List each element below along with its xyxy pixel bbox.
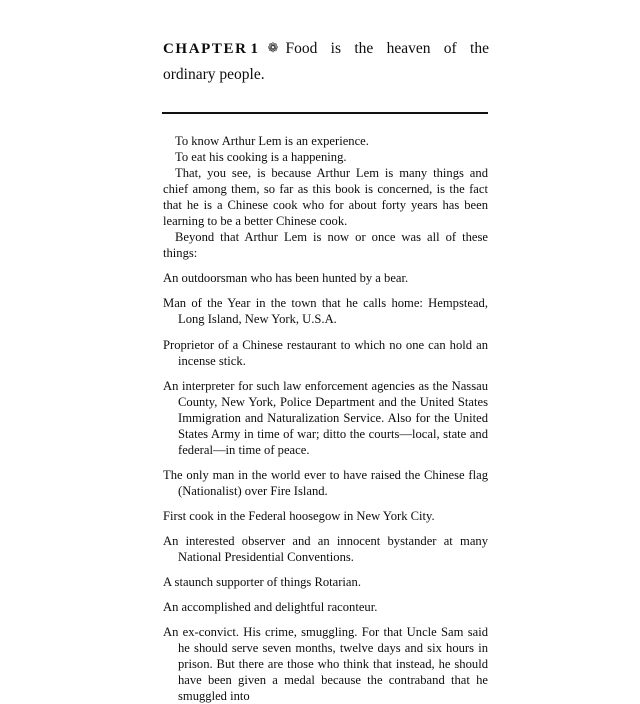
quatrefoil-floral-ornament-icon: ❁ — [267, 40, 279, 55]
paragraph: To know Arthur Lem is an experience. — [175, 134, 369, 148]
list-item: The only man in the world ever to have raised the Chinese flag (Nationalist) over Fire Island. — [163, 467, 488, 498]
body-text — [163, 133, 488, 704]
chapter-heading — [163, 36, 489, 87]
list-item: An interested observer and an innocent bystander at many National Presidential Conventions. — [163, 533, 488, 565]
list-item: An outdoorsman who has been hunted by a bear. — [163, 271, 409, 286]
list-item: Proprietor of a Chinese restaurant to which no one can hold an incense stick. — [163, 337, 488, 368]
paragraph: To eat his cooking is a happening. — [175, 150, 347, 165]
paragraph: Beyond that Arthur Lem is now or once was all of these things: — [163, 230, 488, 261]
list-item: An interpreter for such law enforcement agencies as the Nassau County, New York, Police Department and the United States Immigration and Naturalization Service. Also for the United States Army in time of war; ditto the courts—local, state and federal—in time of peace. — [163, 378, 488, 457]
heading-divider-rule — [162, 112, 488, 114]
chapter-title: Food is the heaven of the ordinary people. — [163, 40, 489, 83]
chapter-label: CHAPTER — [163, 41, 248, 57]
list-item: Man of the Year in the town that he calls home: Hempstead, Long Island, New York, U.S.A. — [163, 296, 488, 327]
list-item: An ex-convict. His crime, smuggling. For that Uncle Sam said he should serve seven months, twelve days and six hours in prison. But there are those who think that instead, he should have been given a medal because the contraband that he smuggled into — [163, 625, 488, 704]
list-item: First cook in the Federal hoosegow in New York City. — [163, 508, 435, 523]
chapter-number: 1 — [250, 41, 259, 57]
list-item: A staunch supporter of things Rotarian. — [163, 575, 361, 590]
paragraph: That, you see, is because Arthur Lem is many things and chief among them, so far as this book is concerned, is the fact that he is a Chinese cook who for about forty years has been learning to be a better Chinese cook. — [163, 166, 488, 229]
list-item: An accomplished and delightful raconteur. — [163, 600, 378, 615]
